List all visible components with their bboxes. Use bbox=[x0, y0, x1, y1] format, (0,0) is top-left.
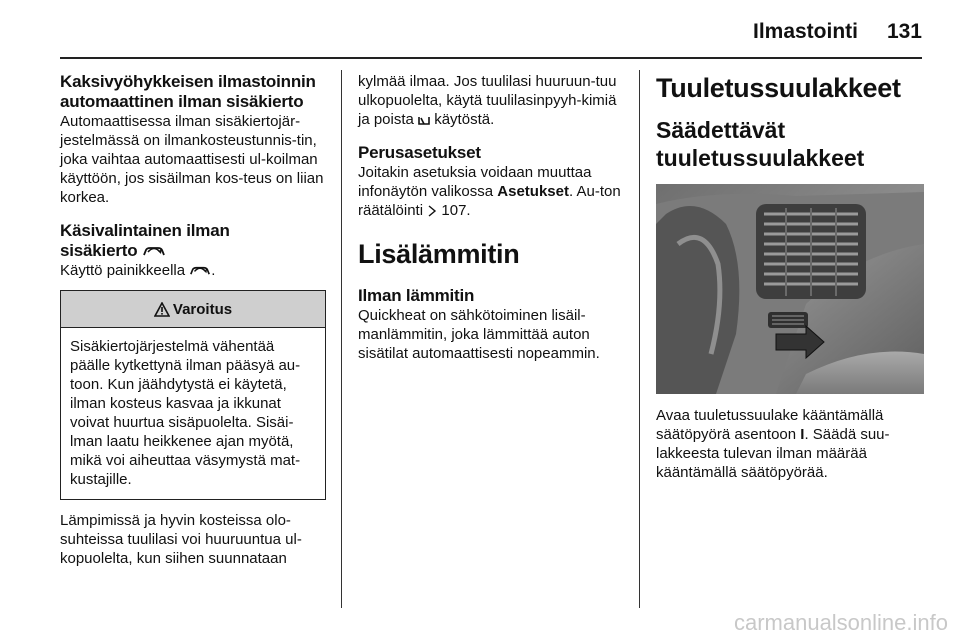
column-1 bbox=[60, 72, 326, 568]
warning-header: Varoitus bbox=[61, 291, 325, 328]
heading-adjustable-vents: Säädettävät tuuletussuulakkeet bbox=[656, 117, 865, 171]
paragraph-air-heater: Quickheat on sähkötoiminen lisäil-manlämmitin, joka lämmittää auton sisätilat automaattisesti nopeammin. bbox=[358, 307, 600, 362]
column-2 bbox=[358, 72, 626, 363]
paragraph-auto-recirculation: Automaattisessa ilman sisäkiertojär-jestelmässä on ilmankosteustunnis-tin, joka vaihtaa automaattisesti ul-koilman käyttöön, jos sisäilman kos-teus on liian korkea. bbox=[60, 113, 324, 206]
page-reference[interactable]: 107. bbox=[441, 202, 471, 219]
heading-manual-recirculation: Käsivalintainen ilman sisäkierto bbox=[60, 221, 230, 260]
recirculation-car-icon bbox=[142, 244, 166, 258]
recirculation-car-icon bbox=[189, 264, 211, 277]
vent-photo bbox=[656, 184, 924, 394]
header-rule bbox=[60, 57, 922, 59]
warning-box bbox=[60, 290, 326, 500]
page-number: 131 bbox=[886, 20, 922, 43]
chapter-title: Ilmastointi bbox=[752, 20, 858, 43]
heading-air-heater: Ilman lämmitin bbox=[358, 286, 475, 305]
column-divider-2 bbox=[639, 70, 640, 608]
warning-triangle-icon bbox=[154, 302, 170, 317]
position-symbol: I bbox=[800, 426, 805, 443]
paragraph-basic-settings: Joitakin asetuksia voidaan muuttaa infonäytön valikossa Asetukset. Au-ton räätälöinti 107. bbox=[358, 164, 621, 219]
heading-air-vents: Tuuletussuulakkeet bbox=[656, 73, 901, 103]
paragraph-manual-recirculation: Käyttö painikkeella . bbox=[60, 262, 216, 279]
column-3 bbox=[656, 72, 924, 482]
page-header bbox=[60, 14, 922, 58]
paragraph-warm-conditions: Lämpimissä ja hyvin kosteissa olo-suhteissa tuulilasi voi huuruuntua ul-kopuolelta, kun siihen suunnataan bbox=[60, 512, 302, 567]
wiper-icon bbox=[418, 114, 430, 126]
reference-arrow-icon[interactable] bbox=[427, 205, 437, 217]
watermark: carmanualsonline.info bbox=[733, 610, 948, 635]
heading-basic-settings: Perusasetukset bbox=[358, 143, 481, 162]
heading-auxiliary-heater: Lisälämmitin bbox=[358, 239, 520, 269]
paragraph-vent-instructions: Avaa tuuletussuulake kääntämällä säätöpyörä asentoon I. Säädä suu-lakkeesta tulevan ilman määrää kääntämällä säätöpyörää. bbox=[656, 407, 890, 481]
warning-text: Sisäkiertojärjestelmä vähentää päälle kytkettynä ilman pääsyä au-toon. Kun jäähdytystä ei käytetä, ilman kosteus kasvaa ja ikkunat voivat huurtua sisäpuolelta. Sisäi-lman laatu heikkenee ajan myötä, mikä voi aiheuttaa väsymystä mat-kustajille. bbox=[70, 338, 301, 488]
heading-auto-recirculation: Kaksivyöhykkeisen ilmastoinnin automaattinen ilman sisäkierto bbox=[60, 72, 316, 111]
paragraph-continuation: kylmää ilmaa. Jos tuulilasi huuruun-tuu ulkopuolelta, käytä tuulilasinpyyh-kimiä ja poista käytöstä. bbox=[358, 73, 617, 128]
column-divider-1 bbox=[341, 70, 342, 608]
